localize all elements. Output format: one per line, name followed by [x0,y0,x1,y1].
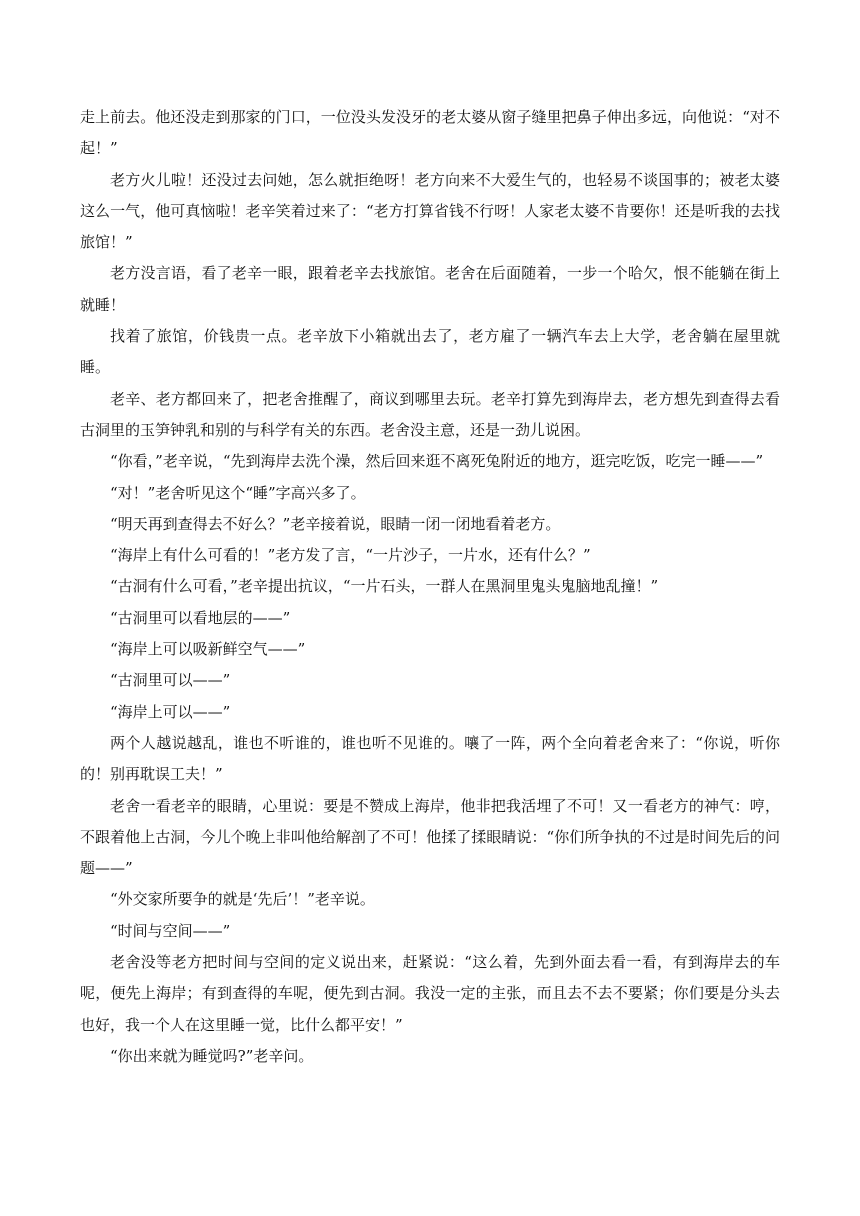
paragraph-8: “明天再到查得去不好么？”老辛接着说，眼睛一闭一闭地看着老方。 [110,514,561,533]
paragraph-7: “对！”老舍听见这个“睡”字高兴多了。 [110,483,366,502]
paragraph-18: “时间与空间——” [110,921,231,940]
paragraph-6: “你看，”老辛说，“先到海岸去洗个澡，然后回来逛不离死兔附近的地方，逛完吃饭，吃完一睡——” [110,452,764,471]
paragraph-15: 两个人越说越乱，谁也不听谁的，谁也听不见谁的。嚷了一阵，两个全向着老舍来了：“你说，听你的！别再耽误工夫！” [80,733,780,784]
paragraph-13: “古洞里可以——” [110,671,231,690]
document-body [80,102,780,1072]
paragraph-2: 老方火儿啦！还没过去问她，怎么就拒绝呀！老方向来不大爱生气的，也轻易不谈国事的；被老太婆这么一气，他可真恼啦！老辛笑着过来了：“老方打算省钱不行呀！人家老太婆不肯要你！还是听我的去找旅馆！” [80,170,780,252]
paragraph-4: 找着了旅馆，价钱贵一点。老辛放下小箱就出去了，老方雇了一辆汽车去上大学，老舍躺在屋里就睡。 [80,327,780,377]
paragraph-5: 老辛、老方都回来了，把老舍推醒了，商议到哪里去玩。老辛打算先到海岸去，老方想先到查得去看古洞里的玉笋钟乳和别的与科学有关的东西。老舍没主意，还是一劲儿说困。 [80,389,780,439]
paragraph-3: 老方没言语，看了老辛一眼，跟着老辛去找旅馆。老舍在后面随着，一步一个哈欠，恨不能躺在街上就睡！ [80,264,780,314]
paragraph-14: “海岸上可以——” [110,702,231,721]
paragraph-16: 老舍一看老辛的眼睛，心里说：要是不赞成上海岸，他非把我活埋了不可！又一看老方的神气：哼，不跟着他上古洞，今儿个晚上非叫他给解剖了不可！他揉了揉眼睛说：“你们所争执的不过是时间先后的问题——” [80,796,780,878]
paragraph-19: 老舍没等老方把时间与空间的定义说出来，赶紧说：“这么着，先到外面去看一看，有到海岸去的车呢，便先上海岸；有到查得的车呢，便先到古洞。我没一定的主张，而且去不去不要紧；你们要是分头去也好，我一个人在这里睡一觉，比什么都平安！” [80,953,780,1034]
paragraph-9: “海岸上有什么可看的！”老方发了言，“一片沙子，一片水，还有什么？” [110,546,591,565]
paragraph-11: “古洞里可以看地层的——” [110,608,291,627]
paragraph-20: “你出来就为睡觉吗?”老辛问。 [110,1046,314,1065]
paragraph-17: “外交家所要争的就是‘先后’！”老辛说。 [110,890,375,909]
paragraph-12: “海岸上可以吸新鲜空气——” [110,640,306,659]
paragraph-10: “古洞有什么可看，”老辛提出抗议，“一片石头，一群人在黑洞里鬼头鬼脑地乱撞！” [110,577,659,596]
paragraph-1: 走上前去。他还没走到那家的门口，一位没头发没牙的老太婆从窗子缝里把鼻子伸出多远，向他说：“对不起！” [80,108,780,158]
